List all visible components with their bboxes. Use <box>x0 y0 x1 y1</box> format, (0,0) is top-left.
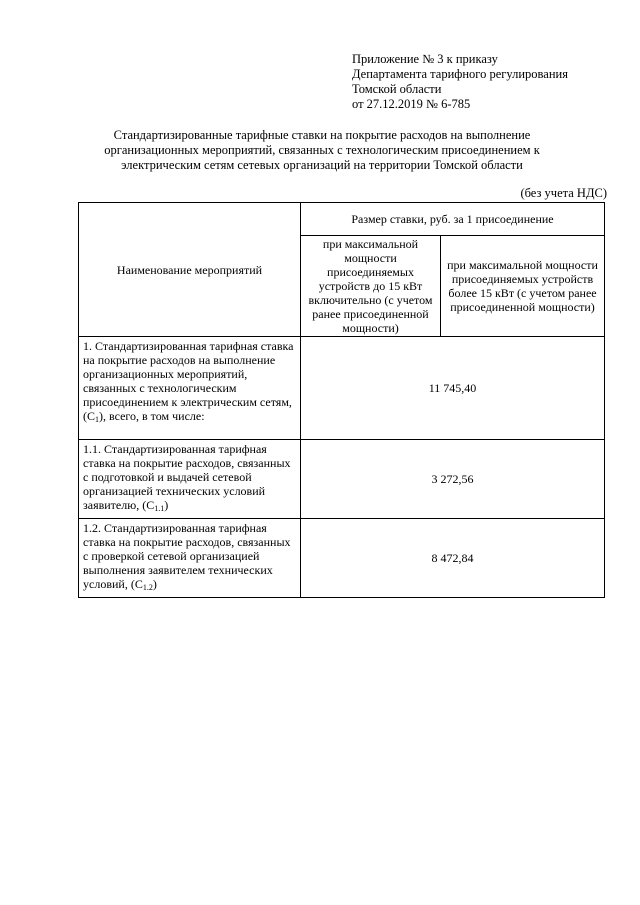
row-value: 3 272,56 <box>301 440 605 519</box>
appendix-line-2: Департамента тарифного регулирования <box>352 67 568 81</box>
row-subscript: 1.1 <box>154 504 165 513</box>
row-name-suffix: ) <box>152 577 157 591</box>
header-subcol-over-15kw: при максимальной мощности присоединяемых устройств более 15 кВт (с учетом ранее присоединенной мощности) <box>441 236 605 337</box>
row-name-text: 1. Стандартизированная тарифная ставка на покрытие расходов на выполнение организационных мероприятий, связанных с технологическим присоединением к электрическим сетям, (С <box>83 339 294 423</box>
appendix-line-1: Приложение № 3 к приказу <box>352 52 498 66</box>
row-name-suffix: ) <box>164 498 169 512</box>
row-name-suffix: ), всего, в том числе: <box>99 409 205 423</box>
row-name-cell <box>79 519 301 598</box>
table-row <box>79 337 605 440</box>
rates-table <box>78 202 605 598</box>
row-name-cell <box>79 440 301 519</box>
table-header-row <box>79 203 605 236</box>
row-name-cell <box>79 337 301 440</box>
header-subcol-up-to-15kw: при максимальной мощности присоединяемых устройств до 15 кВт включительно (с учетом ранее присоединенной мощности) <box>301 236 441 337</box>
appendix-line-3: Томской области <box>352 82 442 96</box>
row-subscript: 1 <box>95 415 99 424</box>
table-row <box>79 519 605 598</box>
vat-note: (без учета НДС) <box>520 186 607 200</box>
header-name-column: Наименование мероприятий <box>79 203 301 337</box>
header-rate-column: Размер ставки, руб. за 1 присоединение <box>301 203 605 236</box>
row-name-text: 1.1. Стандартизированная тарифная ставка на покрытие расходов, связанных с подготовкой и выдачей сетевой организацией технических условий заявителю, (С <box>83 442 291 512</box>
row-subscript: 1.2 <box>142 583 153 592</box>
appendix-block <box>352 52 568 112</box>
row-value: 8 472,84 <box>301 519 605 598</box>
appendix-line-4: от 27.12.2019 № 6-785 <box>352 97 471 111</box>
row-name-text: 1.2. Стандартизированная тарифная ставка на покрытие расходов, связанных с проверкой сетевой организацией выполнения заявителем технических условий, (С <box>83 521 291 591</box>
table-row <box>79 440 605 519</box>
document-title: Стандартизированные тарифные ставки на покрытие расходов на выполнение организационных мероприятий, связанных с технологическим присоединением к электрическим сетям сетевых организаций на территории Томской области <box>104 128 540 172</box>
row-value: 11 745,40 <box>301 337 605 440</box>
